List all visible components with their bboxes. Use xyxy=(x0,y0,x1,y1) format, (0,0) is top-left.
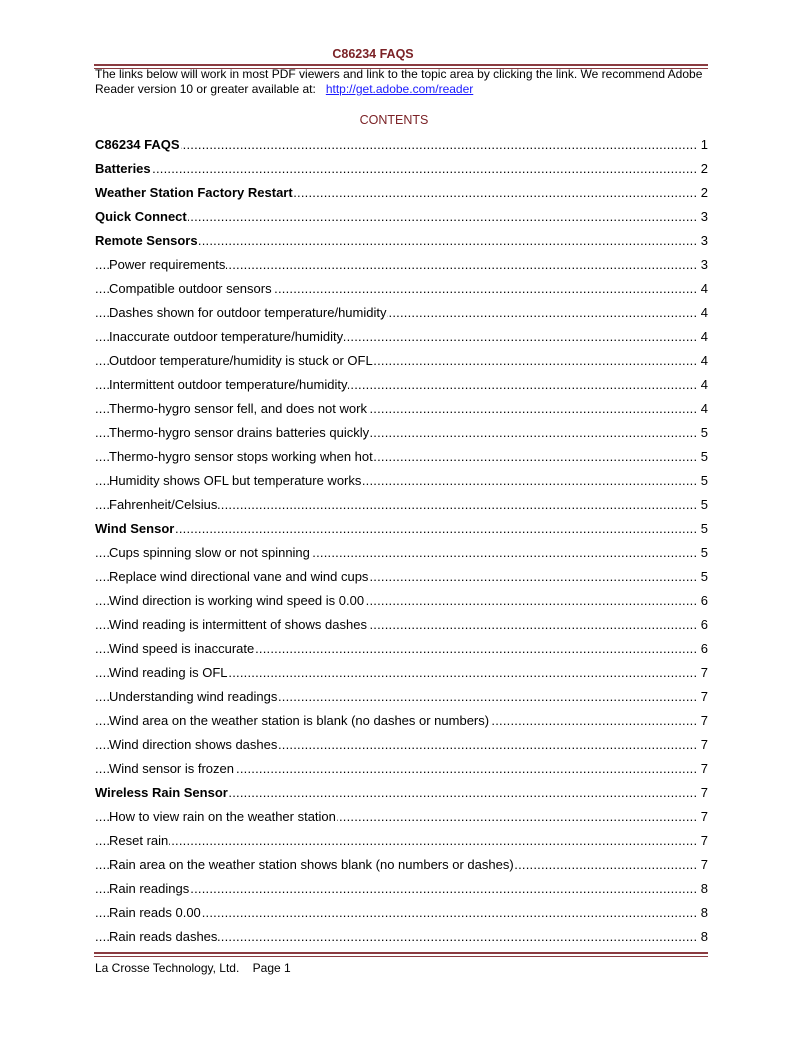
footer-company: La Crosse Technology, Ltd. xyxy=(95,961,240,975)
toc-entry-page[interactable]: 6 xyxy=(700,593,708,608)
footer-page-number: Page 1 xyxy=(252,961,291,975)
toc-entry-label[interactable]: Outdoor temperature/humidity is stuck or OFL xyxy=(109,353,373,368)
toc-entry-page[interactable]: 5 xyxy=(700,449,708,464)
toc-entry[interactable] xyxy=(95,252,708,276)
toc-entry[interactable] xyxy=(95,420,708,444)
intro-text: The links below will work in most PDF viewers and link to the topic area by clicking the link. We recommend Adobe Reader version 10 or greater available at: xyxy=(95,67,703,96)
toc-entry-label[interactable]: Thermo-hygro sensor stops working when hot xyxy=(109,449,373,464)
toc-entry[interactable] xyxy=(95,132,708,156)
toc-entry-label[interactable]: Rain readings xyxy=(109,881,190,896)
toc-entry[interactable] xyxy=(95,780,708,804)
toc-entry-page[interactable]: 7 xyxy=(700,737,708,752)
toc-entry[interactable] xyxy=(95,492,708,516)
toc-entry-page[interactable]: 1 xyxy=(700,137,708,152)
toc-entry[interactable] xyxy=(95,396,708,420)
toc-entry[interactable] xyxy=(95,588,708,612)
toc-entry-label[interactable]: Wireless Rain Sensor xyxy=(95,785,228,800)
toc-entry-page[interactable]: 7 xyxy=(700,713,708,728)
toc-entry-label[interactable]: Reset rain xyxy=(109,833,169,848)
toc-entry-page[interactable]: 4 xyxy=(700,401,708,416)
toc-entry-page[interactable]: 5 xyxy=(700,545,708,560)
toc-entry[interactable] xyxy=(95,540,708,564)
toc-entry-page[interactable]: 2 xyxy=(700,185,708,200)
page-footer xyxy=(95,961,291,975)
toc-entry-page[interactable]: 3 xyxy=(700,233,708,248)
toc-entry-page[interactable]: 4 xyxy=(700,353,708,368)
toc-entry-label[interactable]: Wind direction shows dashes xyxy=(109,737,278,752)
toc-entry-page[interactable]: 3 xyxy=(700,257,708,272)
toc-entry-page[interactable]: 7 xyxy=(700,833,708,848)
toc-entry-label[interactable]: Cups spinning slow or not spinning xyxy=(109,545,310,560)
toc-entry-page[interactable]: 4 xyxy=(700,281,708,296)
toc-entry[interactable] xyxy=(95,828,708,852)
toc-entry-label[interactable]: Weather Station Factory Restart xyxy=(95,185,293,200)
toc-entry-label[interactable]: Wind sensor is frozen xyxy=(109,761,234,776)
toc-entry[interactable] xyxy=(95,348,708,372)
toc-entry-label[interactable]: Batteries xyxy=(95,161,151,176)
toc-entry[interactable] xyxy=(95,876,708,900)
toc-entry-page[interactable]: 7 xyxy=(700,809,708,824)
toc-entry-page[interactable]: 8 xyxy=(700,881,708,896)
toc-entry-page[interactable]: 7 xyxy=(700,689,708,704)
toc-entry[interactable] xyxy=(95,516,708,540)
toc-entry-page[interactable]: 7 xyxy=(700,665,708,680)
toc-entry-page[interactable]: 8 xyxy=(700,905,708,920)
toc-dot-leader xyxy=(95,161,698,176)
toc-entry[interactable] xyxy=(95,732,708,756)
toc-entry[interactable] xyxy=(95,444,708,468)
toc-dot-leader xyxy=(95,833,698,848)
toc-entry-label[interactable]: Power requirements xyxy=(109,257,226,272)
toc-entry[interactable] xyxy=(95,900,708,924)
toc-entry[interactable] xyxy=(95,204,708,228)
toc-entry-page[interactable]: 5 xyxy=(700,569,708,584)
toc-entry-label[interactable]: C86234 FAQS xyxy=(95,137,180,152)
adobe-reader-link[interactable]: http://get.adobe.com/reader xyxy=(325,81,474,96)
toc-entry-label[interactable]: Wind area on the weather station is blank (no dashes or numbers) xyxy=(109,713,490,728)
toc-entry-label[interactable]: Wind reading is OFL xyxy=(109,665,228,680)
toc-entry-label[interactable]: Understanding wind readings xyxy=(109,689,278,704)
toc-entry[interactable] xyxy=(95,612,708,636)
document-title: C86234 FAQS xyxy=(332,47,414,61)
toc-entry-label[interactable]: Wind speed is inaccurate xyxy=(109,641,255,656)
toc-entry-page[interactable]: 5 xyxy=(700,425,708,440)
intro-paragraph xyxy=(95,67,715,96)
toc-entry-label[interactable]: Quick Connect xyxy=(95,209,187,224)
toc-entry-label[interactable]: Wind Sensor xyxy=(95,521,175,536)
toc-entry[interactable] xyxy=(95,300,708,324)
toc-entry-label[interactable]: Wind direction is working wind speed is 0.00 xyxy=(109,593,365,608)
toc-entry-label[interactable]: Intermittent outdoor temperature/humidity xyxy=(109,377,348,392)
toc-entry-label[interactable]: Dashes shown for outdoor temperature/humidity xyxy=(109,305,387,320)
toc-entry-page[interactable]: 7 xyxy=(700,785,708,800)
toc-entry[interactable] xyxy=(95,660,708,684)
toc-entry[interactable] xyxy=(95,156,708,180)
toc-entry-label[interactable]: Rain area on the weather station shows blank (no numbers or dashes) xyxy=(109,857,514,872)
toc-entry-label[interactable]: Inaccurate outdoor temperature/humidity xyxy=(109,329,344,344)
toc-entry[interactable] xyxy=(95,564,708,588)
toc-dot-leader xyxy=(95,521,698,536)
toc-entry[interactable] xyxy=(95,276,708,300)
toc-entry-page[interactable]: 8 xyxy=(700,929,708,944)
toc-entry-page[interactable]: 6 xyxy=(700,641,708,656)
toc-entry-page[interactable]: 5 xyxy=(700,497,708,512)
toc-entry[interactable] xyxy=(95,924,708,948)
toc-entry-label[interactable]: Humidity shows OFL but temperature works xyxy=(109,473,362,488)
toc-entry-page[interactable]: 4 xyxy=(700,377,708,392)
toc-entry[interactable] xyxy=(95,684,708,708)
toc-entry[interactable] xyxy=(95,636,708,660)
toc-entry-label[interactable]: Rain reads 0.00 xyxy=(109,905,201,920)
toc-entry[interactable] xyxy=(95,756,708,780)
toc-dot-leader xyxy=(95,137,698,152)
toc-entry[interactable] xyxy=(95,852,708,876)
toc-entry-label[interactable]: Compatible outdoor sensors xyxy=(109,281,272,296)
toc-entry[interactable] xyxy=(95,468,708,492)
toc-entry-label[interactable]: Thermo-hygro sensor drains batteries quickly xyxy=(109,425,370,440)
toc-entry[interactable] xyxy=(95,372,708,396)
toc-entry-page[interactable]: 2 xyxy=(700,161,708,176)
toc-entry[interactable] xyxy=(95,180,708,204)
footer-rule xyxy=(94,952,708,957)
toc-entry-page[interactable]: 5 xyxy=(700,473,708,488)
toc-entry-page[interactable]: 3 xyxy=(700,209,708,224)
toc-entry-page[interactable]: 7 xyxy=(700,761,708,776)
toc-entry-label[interactable]: Remote Sensors xyxy=(95,233,198,248)
toc-entry-page[interactable]: 4 xyxy=(700,305,708,320)
toc-entry-page[interactable]: 6 xyxy=(700,617,708,632)
toc-entry-label[interactable]: Fahrenheit/Celsius xyxy=(109,497,218,512)
toc-entry[interactable] xyxy=(95,804,708,828)
toc-entry-page[interactable]: 4 xyxy=(700,329,708,344)
toc-entry[interactable] xyxy=(95,324,708,348)
contents-heading: CONTENTS xyxy=(359,113,429,127)
toc-entry-label[interactable]: Thermo-hygro sensor fell, and does not work xyxy=(109,401,367,416)
toc-entry-label[interactable]: Replace wind directional vane and wind cups xyxy=(109,569,369,584)
toc-entry-label[interactable]: How to view rain on the weather station xyxy=(109,809,336,824)
toc-entry-page[interactable]: 5 xyxy=(700,521,708,536)
toc-entry-label[interactable]: Rain reads dashes xyxy=(109,929,218,944)
table-of-contents xyxy=(95,132,708,948)
toc-entry-label[interactable]: Wind reading is intermittent of shows dashes xyxy=(109,617,367,632)
toc-entry[interactable] xyxy=(95,708,708,732)
toc-entry-page[interactable]: 7 xyxy=(700,857,708,872)
toc-entry[interactable] xyxy=(95,228,708,252)
